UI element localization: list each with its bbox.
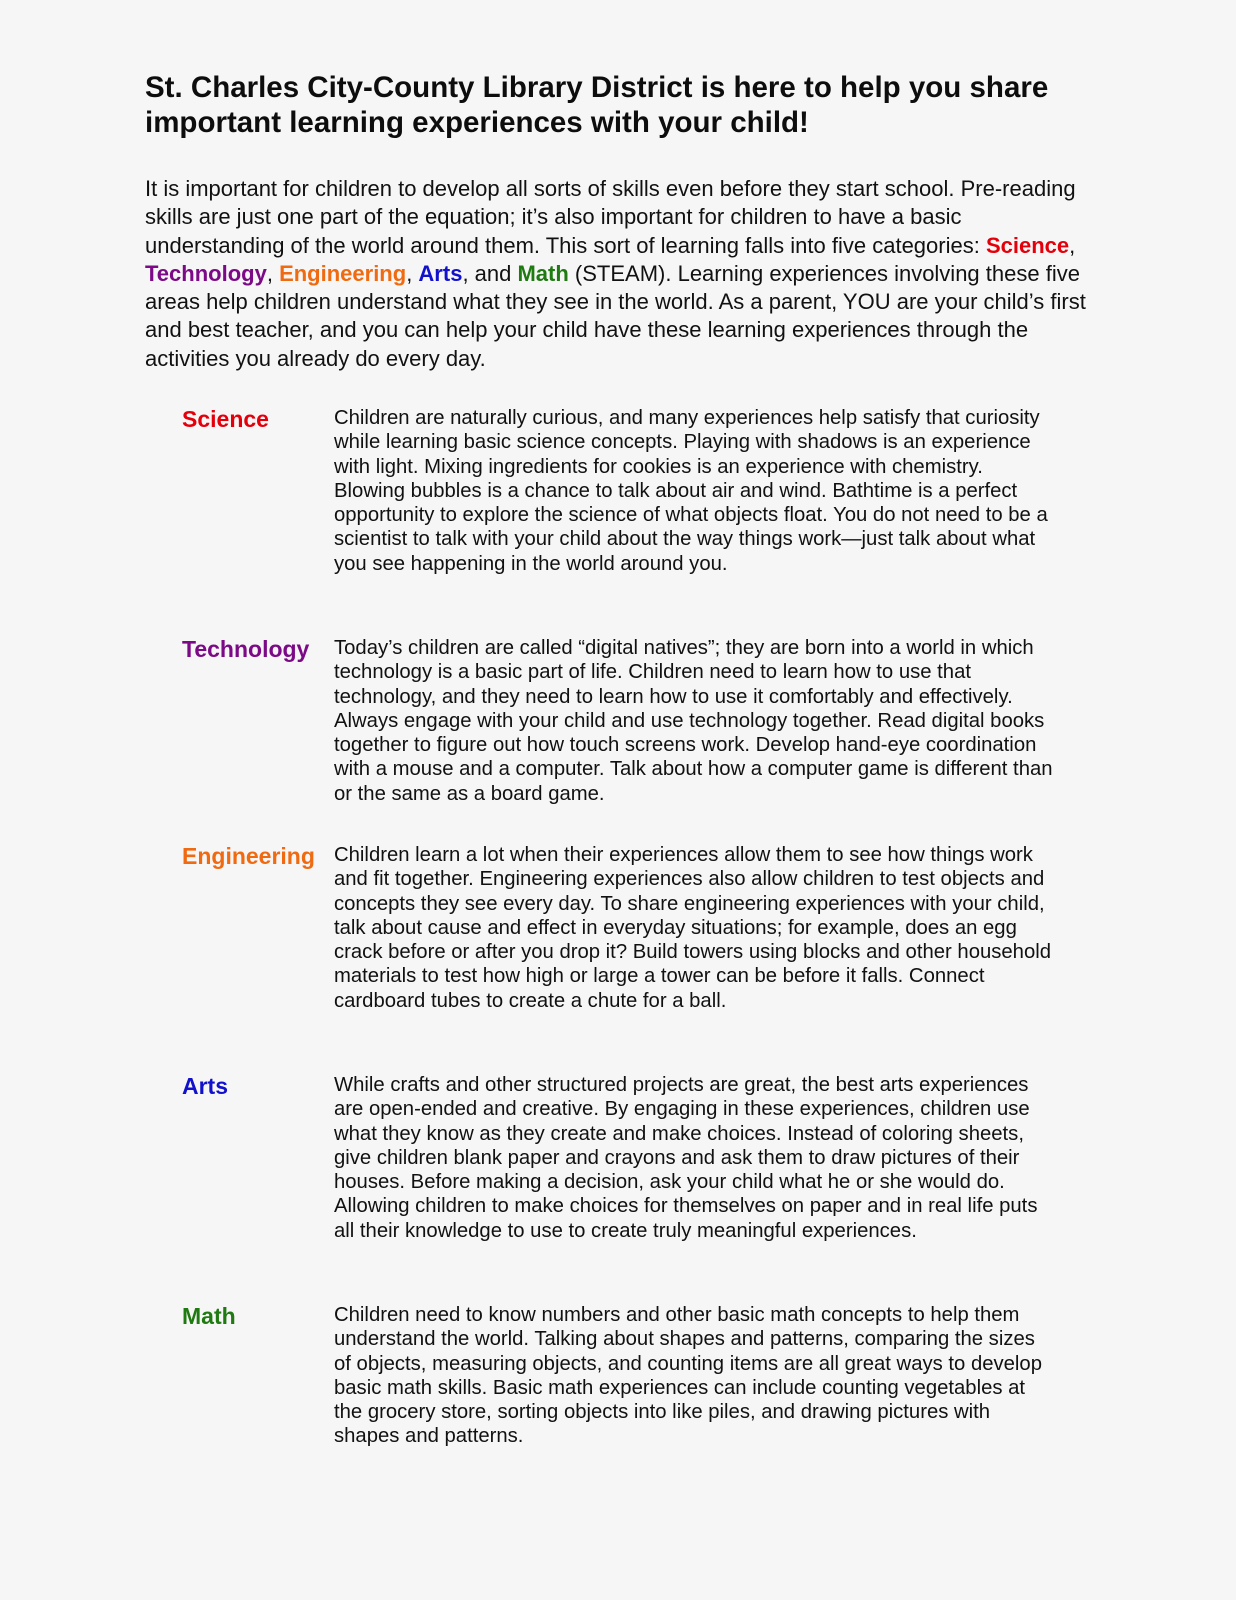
section-text-math: Children need to know numbers and other basic math concepts to help them understand the world. Talking about shapes and patterns, comparing the sizes of objects, measuring objects, and counting items are all great ways to develop basic math skills. Basic math experiences can include counting vegetables at the grocery store, sorting objects into like piles, and drawing pictures with shapes and patterns. xyxy=(334,1304,1042,1448)
intro-keyword-math: Math xyxy=(517,260,569,286)
intro-text-start: It is important for children to develop all sorts of skills even before they start school. Pre-reading skills are just one part of the equation; it’s also important for children to have a basic understanding of the world around them. This sort of learning falls into five categories: xyxy=(145,176,1076,258)
section-label-technology: Technology xyxy=(182,636,310,662)
section-text-technology: Today’s children are called “digital natives”; they are born into a world in which technology is a basic part of life. Children need to learn how to use that technology, and they need to learn how to use it comfortably and effectively. Always engage with your child and use technology together. Read digital books together to figure out how touch screens work. Develop hand-eye coordination with a mouse and a computer. Talk about how a computer game is different than or the same as a board game. xyxy=(334,637,1053,805)
intro-separator: , xyxy=(266,260,280,286)
intro-text-end: (STEAM). Learning experiences involving these five areas help children understand what they see in the world. As a parent, YOU are your child’s first and best teacher, and you can help your child have these learning experiences through the activities you already do every day. xyxy=(145,260,1086,371)
section-label-arts: Arts xyxy=(182,1073,229,1099)
section-label-math: Math xyxy=(182,1303,236,1329)
intro-paragraph xyxy=(145,175,1095,373)
intro-separator: , and xyxy=(462,260,518,286)
section-text-arts: While crafts and other structured projects are great, the best arts experiences are open-ended and creative. By engaging in these experiences, children use what they know as they create and make choices. Instead of coloring sheets, give children blank paper and crayons and ask them to draw pictures of their houses. Before making a decision, ask your child what he or she would do. Allowing children to make choices for themselves on paper and in real life puts all their knowledge to use to create truly meaningful experiences. xyxy=(334,1074,1038,1242)
section-label-engineering: Engineering xyxy=(182,843,315,869)
intro-separator: , xyxy=(1069,232,1076,258)
page-title: St. Charles City-County Library District is here to help you share important learning experiences with your child! xyxy=(145,71,1049,139)
section-label-science: Science xyxy=(182,406,269,432)
intro-keyword-arts: Arts xyxy=(418,260,463,286)
intro-separator: , xyxy=(406,260,419,286)
section-text-engineering: Children learn a lot when their experiences allow them to see how things work and fit together. Engineering experiences also allow children to test objects and concepts they see every day. To share engineering experiences with your child, talk about cause and effect in everyday situations; for example, does an egg crack before or after you drop it? Build towers using blocks and other household materials to test how high or large a tower can be before it falls. Connect cardboard tubes to create a chute for a ball. xyxy=(334,844,1052,1012)
section-text-science: Children are naturally curious, and many experiences help satisfy that curiosity while learning basic science concepts. Playing with shadows is an experience with light. Mixing ingredients for cookies is an experience with chemistry. Blowing bubbles is a chance to talk about air and wind. Bathtime is a perfect opportunity to explore the science of what objects float. You do not need to be a scientist to talk with your child about the way things work—just talk about what you see happening in the world around you. xyxy=(334,407,1048,575)
intro-keyword-technology: Technology xyxy=(145,260,267,286)
intro-keyword-science: Science xyxy=(985,232,1070,258)
intro-keyword-engineering: Engineering xyxy=(279,260,407,286)
